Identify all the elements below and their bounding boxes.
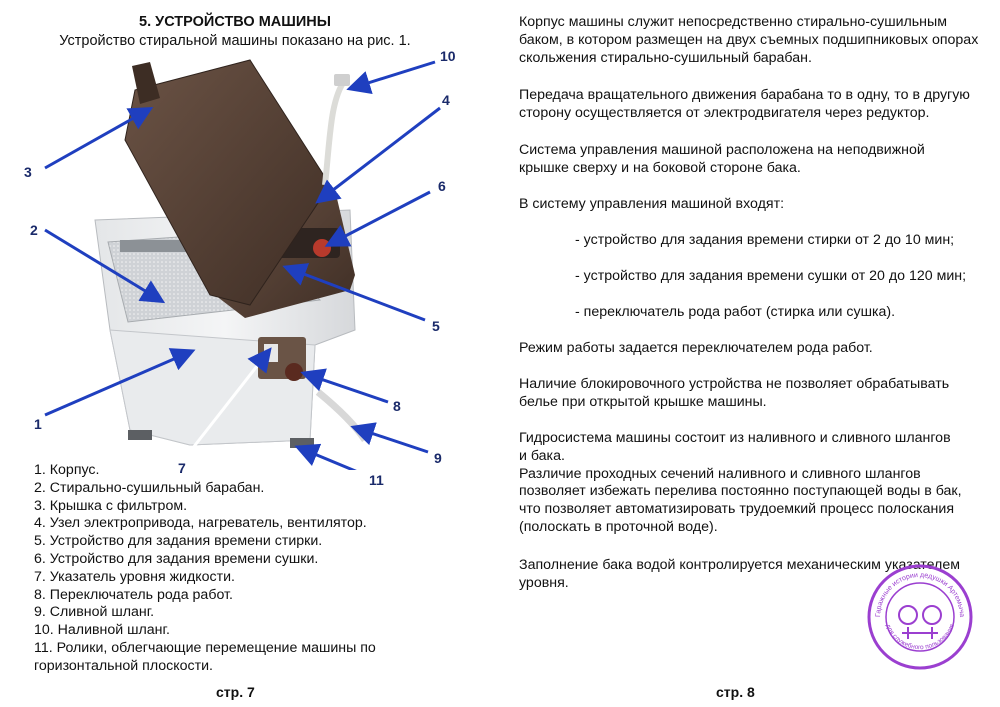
text-line: баком, в котором размещен на двух съемных подшипниковых опорах	[519, 31, 979, 48]
callout-2: 2	[30, 222, 38, 238]
text-line: скольжения стирально-сушильный барабан.	[519, 49, 812, 66]
legend-item: 6. Устройство для задания времени сушки.	[34, 550, 319, 567]
hose-connector	[334, 74, 350, 86]
text-line: Наличие блокировочного устройства не позволяет обрабатывать	[519, 376, 950, 392]
paragraph-drive	[519, 87, 997, 123]
text-line: Различие проходных сечений наливного и сливного шлангов	[519, 465, 921, 482]
paragraph-body	[519, 14, 997, 67]
paragraph-lock	[519, 376, 997, 412]
callout-5: 5	[432, 318, 440, 334]
legend-item: 5. Устройство для задания времени стирки.	[34, 533, 323, 550]
paragraph-mode	[519, 340, 997, 358]
text-line: Корпус машины служит непосредственно стирально-сушильным	[519, 14, 947, 30]
text-line: Система управления машиной расположена на неподвижной	[519, 142, 925, 158]
legend-item: 9. Сливной шланг.	[34, 604, 155, 621]
wrench-icon	[902, 627, 938, 639]
list-item-wash-timer: - устройство для задания времени стирки от 2 до 10 мин;	[575, 232, 955, 248]
callout-8: 8	[393, 398, 401, 414]
purple-stamp	[866, 563, 974, 671]
right-page	[500, 0, 1000, 707]
legend-item: 7. Указатель уровня жидкости.	[34, 568, 235, 585]
callout-6: 6	[438, 178, 446, 194]
gear-icon	[899, 606, 917, 624]
text-line: и бака.	[519, 447, 565, 464]
legend-item: 2. Стирально-сушильный барабан.	[34, 479, 265, 496]
legend-item: 1. Корпус.	[34, 462, 100, 478]
legend-item: 11. Ролики, облегчающие перемещение машины по	[34, 639, 376, 656]
callout-7: 7	[178, 460, 186, 476]
text-line: (полоскать в проточной воде).	[519, 518, 718, 535]
page-number-right: стр. 8	[716, 684, 755, 700]
text-line: крышке сверху и на боковой стороне бака.	[519, 159, 801, 176]
callout-1: 1	[34, 416, 42, 432]
stamp-text-bottom: для служебного пользования	[884, 623, 956, 652]
text-line: Передача вращательного движения барабана то в одну, то в другую	[519, 87, 970, 103]
text-line: уровня.	[519, 574, 569, 591]
stamp-text-top: Гаражные истории дедушки Артемыча	[874, 571, 966, 618]
text-line: Заполнение бака водой контролируется механическим указателем	[519, 557, 960, 573]
washing-machine-photo	[0, 0, 500, 470]
legend-item: 10. Наливной шланг.	[34, 622, 170, 639]
inlet-hose	[325, 80, 345, 185]
callout-3: 3	[24, 164, 32, 180]
text-line: Режим работы задается переключателем рода работ.	[519, 340, 873, 356]
callout-10: 10	[440, 48, 456, 64]
list-item-dry-timer: - устройство для задания времени сушки от 20 до 120 мин;	[575, 268, 967, 284]
text-line: позволяет избежать перелива постоянно поступающей воды в бак,	[519, 483, 962, 500]
paragraph-controls	[519, 142, 997, 178]
parts-legend	[34, 462, 494, 676]
callout-11: 11	[369, 472, 384, 488]
arrow-10	[352, 62, 435, 88]
text-line: Гидросистема машины состоит из наливного и сливного шлангов	[519, 430, 951, 446]
page-number-left: стр. 7	[216, 684, 255, 700]
text-line: что позволяет автоматизировать трудоемкий процесс полоскания	[519, 501, 955, 518]
callout-9: 9	[434, 450, 442, 466]
legend-item: 3. Крышка с фильтром.	[34, 497, 188, 514]
text-line: белье при открытой крышке машины.	[519, 393, 767, 410]
section-title: 5. УСТРОЙСТВО МАШИНЫ	[139, 14, 331, 30]
legend-item: 8. Переключатель рода работ.	[34, 586, 233, 603]
paragraph-controls-list-intro	[519, 196, 997, 214]
arrow-9	[356, 428, 428, 452]
gear-icon	[923, 606, 941, 624]
arrow-8	[306, 374, 388, 402]
arrow-4	[320, 108, 440, 200]
legend-item: горизонтальной плоскости.	[34, 657, 213, 674]
list-item-mode-switch: - переключатель рода работ (стирка или сушка).	[575, 304, 896, 320]
paragraph-hydraulics	[519, 430, 997, 537]
figure-caption: Устройство стиральной машины показано на рис. 1.	[59, 33, 411, 49]
drain-hose	[318, 392, 365, 440]
legend-item: 4. Узел электропривода, нагреватель, вентилятор.	[34, 515, 367, 532]
text-line: В систему управления машиной входят:	[519, 196, 785, 212]
callout-4: 4	[442, 92, 450, 108]
text-line: сторону осуществляется от электродвигателя через редуктор.	[519, 104, 930, 121]
